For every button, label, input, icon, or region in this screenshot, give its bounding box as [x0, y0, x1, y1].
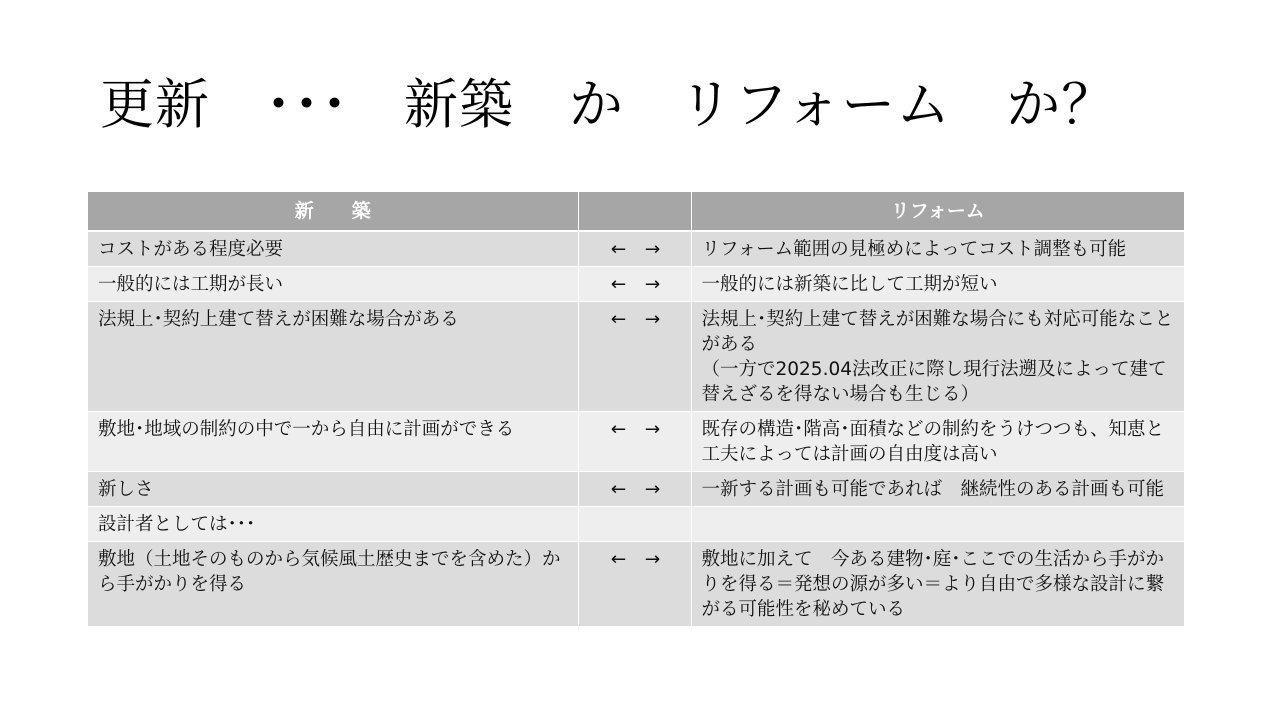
arrow-cell	[578, 507, 691, 542]
renovation-cell: 既存の構造･階高･面積などの制約をうけつつも、知恵と工夫によっては計画の自由度は高い	[691, 412, 1184, 472]
arrow-cell: ← →	[578, 542, 691, 627]
renovation-cell	[691, 507, 1184, 542]
arrow-cell: ← →	[578, 472, 691, 507]
header-new-build: 新 築	[88, 192, 578, 231]
new-build-cell: 一般的には工期が長い	[88, 267, 578, 302]
renovation-cell: リフォーム範囲の見極めによってコスト調整も可能	[691, 231, 1184, 267]
comparison-table	[88, 192, 1184, 627]
table-row	[88, 267, 1184, 302]
table-row	[88, 472, 1184, 507]
arrow-cell: ← →	[578, 231, 691, 267]
header-renovation: リフォーム	[691, 192, 1184, 231]
new-build-cell: 新しさ	[88, 472, 578, 507]
header-arrow	[578, 192, 691, 231]
table-row	[88, 412, 1184, 472]
table-header-row	[88, 192, 1184, 231]
renovation-cell: 一新する計画も可能であれば 継続性のある計画も可能	[691, 472, 1184, 507]
table-row	[88, 302, 1184, 412]
renovation-cell: 法規上･契約上建て替えが困難な場合にも対応可能なことがある （一方で2025.04法改正に際し現行法遡及によって建て替えざるを得ない場合も生じる）	[691, 302, 1184, 412]
renovation-cell: 一般的には新築に比して工期が短い	[691, 267, 1184, 302]
table-row	[88, 507, 1184, 542]
slide-title: 更新 ･･･ 新築 か リフォーム か？	[100, 73, 1117, 136]
table-row	[88, 231, 1184, 267]
new-build-cell: 法規上･契約上建て替えが困難な場合がある	[88, 302, 578, 412]
new-build-cell: コストがある程度必要	[88, 231, 578, 267]
table-row	[88, 542, 1184, 627]
new-build-cell: 敷地･地域の制約の中で一から自由に計画ができる	[88, 412, 578, 472]
new-build-cell: 設計者としては･･･	[88, 507, 578, 542]
new-build-cell: 敷地（土地そのものから気候風土歴史までを含めた）から手がかりを得る	[88, 542, 578, 627]
renovation-cell: 敷地に加えて 今ある建物･庭･ここでの生活から手がかりを得る＝発想の源が多い＝より自由で多様な設計に繋がる可能性を秘めている	[691, 542, 1184, 627]
arrow-cell: ← →	[578, 302, 691, 412]
arrow-cell: ← →	[578, 412, 691, 472]
arrow-cell: ← →	[578, 267, 691, 302]
